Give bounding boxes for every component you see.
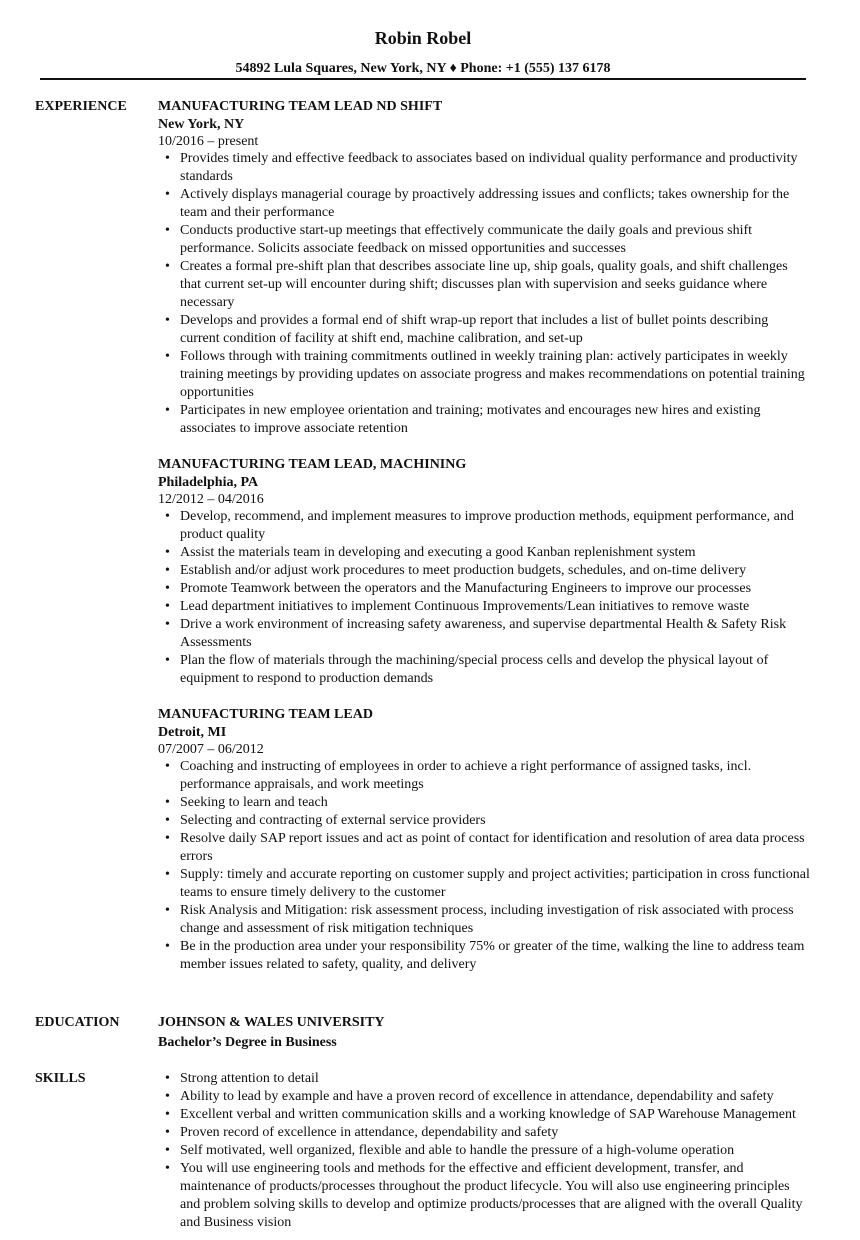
degree-name: Bachelor’s Degree in Business [158,1035,337,1050]
job-entry [158,706,810,974]
job-bullets [158,508,810,688]
section-label-experience: EXPERIENCE [35,99,127,114]
bullet-item: • Develop, recommend, and implement measures to improve production methods, equipment performance, and product quality [158,508,810,544]
job-title: MANUFACTURING TEAM LEAD, MACHINING [158,457,467,472]
bullet-item: • Coaching and instructing of employees in order to achieve a right performance of assigned tasks, incl. performance appraisals, and work meetings [158,758,810,794]
job-bullets [158,150,810,438]
skill-item: • Strong attention to detail [158,1070,810,1088]
bullet-item: • Participates in new employee orientation and training; motivates and encourages new hires and existing associates to improve associate retention [158,402,810,438]
bullet-item: • Promote Teamwork between the operators and the Manufacturing Engineers to improve our processes [158,580,810,598]
bullet-item: • Assist the materials team in developing and executing a good Kanban replenishment system [158,544,810,562]
job-location: New York, NY [158,117,245,132]
job-location: Philadelphia, PA [158,475,259,490]
bullet-item: • Selecting and contracting of external service providers [158,812,810,830]
skill-item: • Ability to lead by example and have a proven record of excellence in attendance, dependability and safety [158,1088,810,1106]
section-label-education: EDUCATION [35,1015,120,1030]
skill-item: • Self motivated, well organized, flexible and able to handle the pressure of a high-volume operation [158,1142,810,1160]
skills-body [158,1070,810,1232]
bullet-item: • Establish and/or adjust work procedures to meet production budgets, schedules, and on-time delivery [158,562,810,580]
job-dates: 12/2012 – 04/2016 [158,492,264,507]
bullet-item: • Risk Analysis and Mitigation: risk assessment process, including investigation of risk associated with process change and assessment of risk mitigation techniques [158,902,810,938]
skills-list [158,1070,810,1232]
bullet-item: • Conducts productive start-up meetings that effectively communicate the daily goals and previous shift performance. Solicits associate feedback on missed opportunities and successes [158,222,810,258]
bullet-item: • Be in the production area under your responsibility 75% or greater of the time, walking the line to address team member issues related to safety, quality, and delivery [158,938,810,974]
bullet-item: • Actively displays managerial courage by proactively addressing issues and conflicts; takes ownership for the team and their performance [158,186,810,222]
job-title: MANUFACTURING TEAM LEAD ND SHIFT [158,99,443,114]
section-label-skills: SKILLS [35,1071,86,1086]
bullet-item: • Resolve daily SAP report issues and act as point of contact for identification and resolution of area data process errors [158,830,810,866]
job-entry [158,98,810,438]
skill-item: • You will use engineering tools and methods for the effective and efficient development, transfer, and maintenance of products/processes throughout the product lifecycle. You will also use engineering principles and problem solving skills to develop and optimize products/processes that are aligned with the overall Quality and Business vision [158,1160,810,1232]
bullet-item: • Provides timely and effective feedback to associates based on individual quality performance and productivity standards [158,150,810,186]
skill-item: • Excellent verbal and written communication skills and a working knowledge of SAP Warehouse Management [158,1106,810,1124]
header-divider [40,78,806,80]
resume-header [40,24,806,78]
school-name: JOHNSON & WALES UNIVERSITY [158,1015,385,1030]
experience-body [158,98,810,974]
job-dates: 10/2016 – present [158,134,259,149]
bullet-item: • Seeking to learn and teach [158,794,810,812]
bullet-item: • Develops and provides a formal end of shift wrap-up report that includes a list of bullet points describing current condition of facility at shift end, machine calibration, and set-up [158,312,810,348]
bullet-item: • Follows through with training commitments outlined in weekly training plan: actively participates in weekly training meetings by providing updates on associate progress and makes recommendations on potential training opportunities [158,348,810,402]
contact-line: 54892 Lula Squares, New York, NY ♦ Phone: +1 (555) 137 6178 [235,61,611,76]
candidate-name: Robin Robel [374,28,472,48]
bullet-item: • Lead department initiatives to implement Continuous Improvements/Lean initiatives to remove waste [158,598,810,616]
job-dates: 07/2007 – 06/2012 [158,742,264,757]
job-title: MANUFACTURING TEAM LEAD [158,707,373,722]
education-body [158,1014,810,1054]
job-bullets [158,758,810,974]
bullet-item: • Drive a work environment of increasing safety awareness, and supervise departmental Health & Safety Risk Assessments [158,616,810,652]
skill-item: • Proven record of excellence in attendance, dependability and safety [158,1124,810,1142]
bullet-item: • Plan the flow of materials through the machining/special process cells and develop the physical layout of equipment to respond to production demands [158,652,810,688]
job-entry [158,456,810,688]
bullet-item: • Supply: timely and accurate reporting on customer supply and project activities; participation in cross functional teams to ensure timely delivery to the customer [158,866,810,902]
job-location: Detroit, MI [158,725,227,740]
bullet-item: • Creates a formal pre-shift plan that describes associate line up, ship goals, quality goals, and shift challenges that current set-up will encounter during shift; discusses plan with supervision and seeks guidance where necessary [158,258,810,312]
